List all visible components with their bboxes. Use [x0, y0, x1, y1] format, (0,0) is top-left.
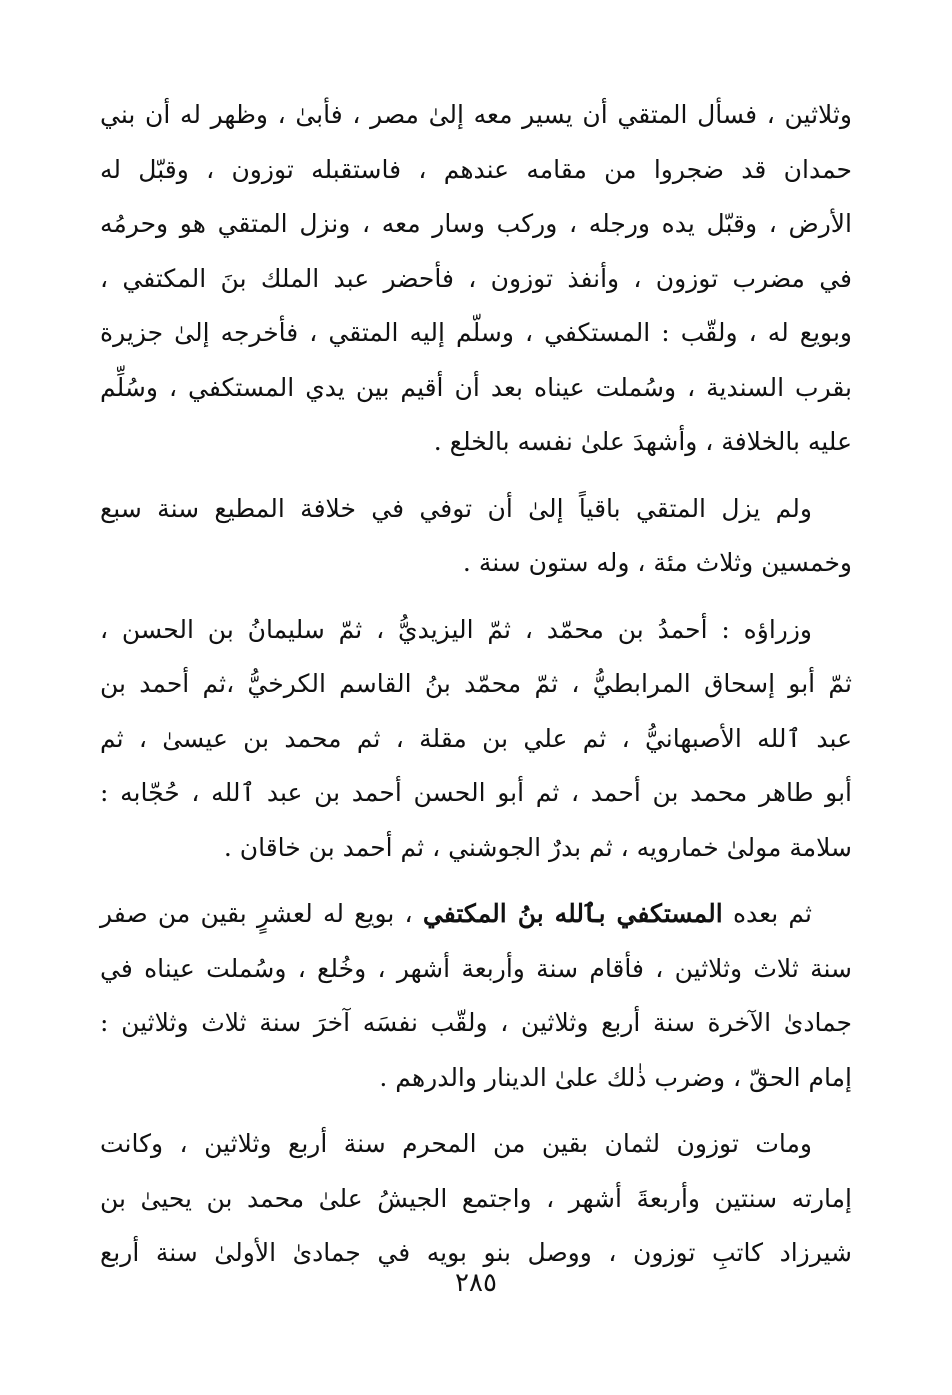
- text-line: وبويع له ، ولقّب : المستكفي ، وسلّم إليه المتقي ، فأخرجه إلىٰ جزيرة: [100, 318, 852, 347]
- text-line: ومات توزون لثمان بقين من المحرم سنة أربع وثلاثين ، وكانت: [100, 1129, 812, 1158]
- text-line: عبد ٱلله الأصبهانيُّ ، ثم علي بن مقلة ، ثم محمد بن عيسىٰ ، ثم: [100, 723, 852, 753]
- text-line: شيرزاد كاتبِ توزون ، ووصل بنو بويه في جمادىٰ الأولىٰ سنة أربع: [100, 1238, 852, 1267]
- paragraph-gap: [100, 1105, 852, 1117]
- paragraph: [100, 482, 852, 591]
- text-run: ، بويع له لعشرٍ بقين من صفر: [100, 899, 413, 928]
- paragraph-gap: [100, 875, 852, 887]
- text-line: أبو طاهر محمد بن أحمد ، ثم أبو الحسن أحمد بن عبد ٱلله ، حُجّابه :: [100, 778, 852, 807]
- text-line: سنة ثلاث وثلاثين ، فأقام سنة وأربعة أشهر ، وخُلع ، وسُملت عيناه في: [100, 953, 852, 983]
- text-line: جمادىٰ الآخرة سنة أربع وثلاثين ، ولقّب نفسَه آخرَ سنة ثلاث وثلاثين :: [100, 1008, 852, 1037]
- text-line: بقرب السندية ، وسُملت عيناه بعد أن أقيم بين يدي المستكفي ، وسُلِّم: [100, 372, 852, 402]
- text-line: إمارته سنتين وأربعةَ أشهر ، واجتمع الجيشُ علىٰ محمد بن يحيىٰ بن: [100, 1183, 852, 1213]
- text-run: ثم بعده: [732, 899, 812, 928]
- main-text: [100, 88, 852, 1281]
- text-line: ولم يزل المتقي باقياً إلىٰ أن توفي في خلافة المطيع سنة سبع: [100, 493, 812, 523]
- text-line: في مضرب توزون ، وأنفذ توزون ، فأحضر عبد الملك بنَ المكتفي ،: [100, 263, 852, 293]
- text-line: ثمّ أبو إسحاق المرابطيُّ ، ثمّ محمّد بنُ القاسم الكرخيُّ ،ثم أحمد بن: [100, 669, 852, 698]
- page-number: ٢٨٥: [455, 1268, 497, 1298]
- text-line: إمام الحقّ ، وضرب ذٰلك علىٰ الدينار والدرهم .: [379, 1062, 852, 1092]
- paragraph: [100, 603, 852, 876]
- text-line: وخمسين وثلاث مئة ، وله ستون سنة .: [462, 548, 852, 577]
- text-line: وثلاثين ، فسأل المتقي أن يسير معه إلىٰ مصر ، فأبىٰ ، وظهر له أن بني: [100, 100, 852, 129]
- paragraph-gap: [100, 470, 852, 482]
- paragraph: [100, 887, 852, 1105]
- paragraph-gap: [100, 591, 852, 603]
- text-line: الأرض ، وقبّل يده ورجله ، وركب وسار معه ، ونزل المتقي هو وحرمُه: [100, 209, 852, 238]
- caliph-name: المستكفي بٱلله بنُ المكتفي: [422, 899, 723, 928]
- text-line: حمدان قد ضجروا من مقامه عندهم ، فاستقبله توزون ، وقبّل له: [100, 154, 852, 184]
- text-line: عليه بالخلافة ، وأشهدَ علىٰ نفسه بالخلع .: [433, 427, 852, 456]
- text-line: وزراؤه : أحمدُ بن محمّد ، ثمّ اليزيديُّ ، ثمّ سليمانُ بن الحسن ،: [100, 614, 812, 644]
- paragraph: [100, 1117, 852, 1281]
- text-line: [100, 887, 852, 942]
- paragraph: [100, 88, 852, 470]
- text-line: سلامة مولىٰ خمارويه ، ثم بدرٌ الجوشني ، ثم أحمد بن خاقان .: [223, 832, 852, 862]
